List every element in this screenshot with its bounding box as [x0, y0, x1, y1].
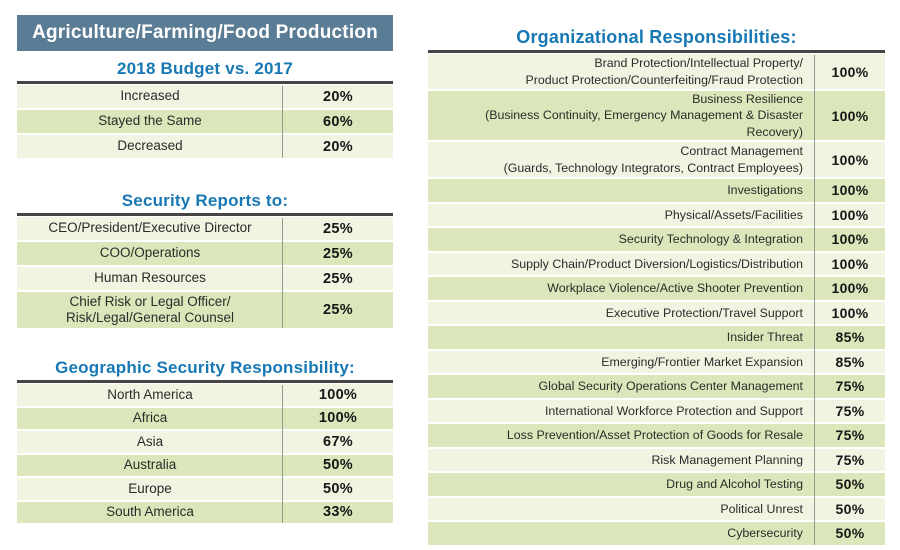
row-label — [428, 277, 815, 300]
table-row — [428, 142, 885, 177]
row-label-line: Europe — [128, 480, 172, 496]
row-label-line: Risk/Legal/General Counsel — [65, 310, 235, 325]
security-reports-table — [17, 213, 393, 328]
row-value: 75% — [835, 378, 865, 395]
row-label — [428, 424, 815, 447]
row-label — [428, 204, 815, 227]
row-value: 85% — [835, 329, 865, 346]
table-row — [17, 408, 393, 430]
table-row — [17, 85, 393, 108]
table-row — [428, 449, 885, 472]
table-row — [17, 135, 393, 158]
row-value: 100% — [831, 182, 869, 199]
row-label-line: Political Unrest — [720, 501, 803, 516]
row-label — [428, 400, 815, 423]
row-label — [428, 302, 815, 325]
row-label-line: Risk Management Planning — [651, 452, 803, 467]
row-label — [428, 228, 815, 251]
row-value: 50% — [323, 480, 353, 497]
row-label-line: South America — [106, 504, 194, 520]
table-row — [428, 400, 885, 423]
row-label-line: Global Security Operations Center Management — [538, 379, 803, 394]
row-label-line: Supply Chain/Product Diversion/Logistics/Distribution — [510, 256, 803, 271]
table-row — [428, 498, 885, 521]
row-label-line: Business Resilience — [692, 92, 803, 106]
row-label — [17, 502, 283, 524]
section-title-organizational: Organizational Responsibilities: — [516, 27, 797, 47]
row-label — [17, 408, 283, 430]
row-value: 33% — [323, 504, 353, 521]
row-label — [17, 267, 283, 290]
section-title-geographic: Geographic Security Responsibility: — [55, 358, 355, 377]
row-label-line: International Workforce Protection and Support — [544, 403, 803, 418]
row-value: 50% — [835, 476, 865, 493]
row-value: 50% — [835, 525, 865, 542]
row-value: 25% — [323, 302, 353, 318]
budget-table — [17, 81, 393, 158]
row-value: 75% — [835, 427, 865, 444]
row-label-line: North America — [107, 386, 193, 402]
column-divider — [282, 385, 284, 523]
row-label — [428, 326, 815, 349]
column-divider — [282, 218, 284, 328]
row-value: 100% — [831, 280, 869, 297]
table-row — [428, 522, 885, 545]
row-label-line: (Business Continuity, Emergency Management & Disaster Recovery) — [485, 108, 803, 139]
row-value: 100% — [831, 255, 869, 272]
row-label — [428, 449, 815, 472]
table-row — [428, 228, 885, 251]
row-label-line: Emerging/Frontier Market Expansion — [601, 354, 803, 369]
column-divider — [282, 86, 284, 158]
table-row — [17, 267, 393, 290]
row-label-line: Cybersecurity — [727, 526, 803, 541]
table-row — [428, 351, 885, 374]
row-label-line: COO/Operations — [99, 245, 201, 261]
row-label — [17, 478, 283, 500]
table-row — [428, 204, 885, 227]
column-divider — [814, 55, 816, 545]
table-row — [17, 431, 393, 453]
row-label — [428, 253, 815, 276]
row-label — [17, 431, 283, 453]
table-row — [17, 110, 393, 133]
table-row — [17, 242, 393, 265]
geographic-table — [17, 380, 393, 523]
row-label-line: Workplace Violence/Active Shooter Prevention — [547, 281, 803, 296]
row-value: 50% — [323, 457, 353, 474]
table-row — [428, 253, 885, 276]
row-label — [428, 179, 815, 202]
row-label-line: Loss Prevention/Asset Protection of Goods for Resale — [506, 428, 803, 443]
row-label — [17, 455, 283, 477]
table-row — [428, 375, 885, 398]
table-row — [17, 455, 393, 477]
row-label-line: Drug and Alcohol Testing — [666, 477, 803, 492]
right-column — [428, 24, 885, 547]
row-label — [428, 351, 815, 374]
table-row — [17, 502, 393, 524]
table-row — [428, 179, 885, 202]
row-label — [17, 292, 283, 328]
table-row — [17, 384, 393, 406]
row-value: 25% — [323, 245, 353, 262]
sector-header: Agriculture/Farming/Food Production — [17, 15, 393, 51]
left-column — [17, 15, 393, 525]
table-row — [428, 473, 885, 496]
row-label — [428, 375, 815, 398]
row-label-line: Stayed the Same — [98, 113, 202, 129]
row-value: 100% — [831, 206, 869, 223]
row-label — [428, 54, 815, 89]
row-label-line: Africa — [132, 410, 168, 426]
row-label-line: Insider Threat — [726, 330, 803, 345]
row-label — [17, 85, 283, 108]
row-label-line: Decreased — [117, 138, 183, 154]
row-label-line: Australia — [123, 457, 177, 473]
row-label-line: Increased — [120, 88, 180, 104]
table-row — [428, 91, 885, 140]
organizational-table — [428, 50, 885, 545]
table-row — [428, 277, 885, 300]
row-label-line: CEO/President/Executive Director — [48, 220, 252, 236]
row-label — [428, 473, 815, 496]
row-label — [428, 142, 815, 177]
row-value: 75% — [835, 402, 865, 419]
row-label-line: Investigations — [727, 183, 803, 198]
row-value: 100% — [831, 63, 869, 80]
row-label — [17, 135, 283, 158]
section-title-budget: 2018 Budget vs. 2017 — [117, 59, 293, 78]
table-row — [17, 292, 393, 328]
row-value: 85% — [835, 353, 865, 370]
row-value: 50% — [835, 500, 865, 517]
table-row — [428, 302, 885, 325]
row-label — [428, 498, 815, 521]
row-value: 25% — [323, 220, 353, 237]
row-label-line: Security Technology & Integration — [618, 232, 803, 247]
row-value: 100% — [831, 151, 869, 168]
row-label-line: Product Protection/Counterfeiting/Fraud Protection — [525, 72, 803, 87]
row-label-line: Contract Management — [680, 144, 803, 159]
row-value: 20% — [323, 88, 353, 105]
row-value: 100% — [831, 231, 869, 248]
table-row — [17, 217, 393, 240]
row-label-line: Physical/Assets/Facilities — [664, 207, 803, 222]
table-row — [17, 478, 393, 500]
row-label-line: (Guards, Technology Integrators, Contract Employees) — [503, 160, 803, 175]
section-title-security-reports: Security Reports to: — [121, 191, 289, 210]
row-label-line: Brand Protection/Intellectual Property/ — [594, 56, 803, 71]
row-label — [17, 384, 283, 406]
row-label-line: Executive Protection/Travel Support — [605, 305, 803, 320]
row-label-line: Chief Risk or Legal Officer/ — [69, 293, 231, 309]
row-label — [17, 110, 283, 133]
row-label — [428, 91, 815, 140]
row-label — [17, 242, 283, 265]
row-value: 20% — [323, 138, 353, 155]
row-value: 75% — [835, 451, 865, 468]
row-label — [428, 522, 815, 545]
row-value: 100% — [318, 410, 358, 427]
table-row — [428, 326, 885, 349]
table-row — [428, 54, 885, 89]
table-row — [428, 424, 885, 447]
row-value: 25% — [323, 270, 353, 287]
row-label-line: Human Resources — [94, 270, 206, 286]
row-label-line: Asia — [136, 433, 164, 449]
row-value: 60% — [323, 113, 353, 130]
row-value: 100% — [318, 386, 358, 403]
row-value: 100% — [831, 304, 869, 321]
row-label — [17, 217, 283, 240]
row-value: 100% — [831, 107, 869, 124]
row-value: 67% — [323, 433, 353, 450]
